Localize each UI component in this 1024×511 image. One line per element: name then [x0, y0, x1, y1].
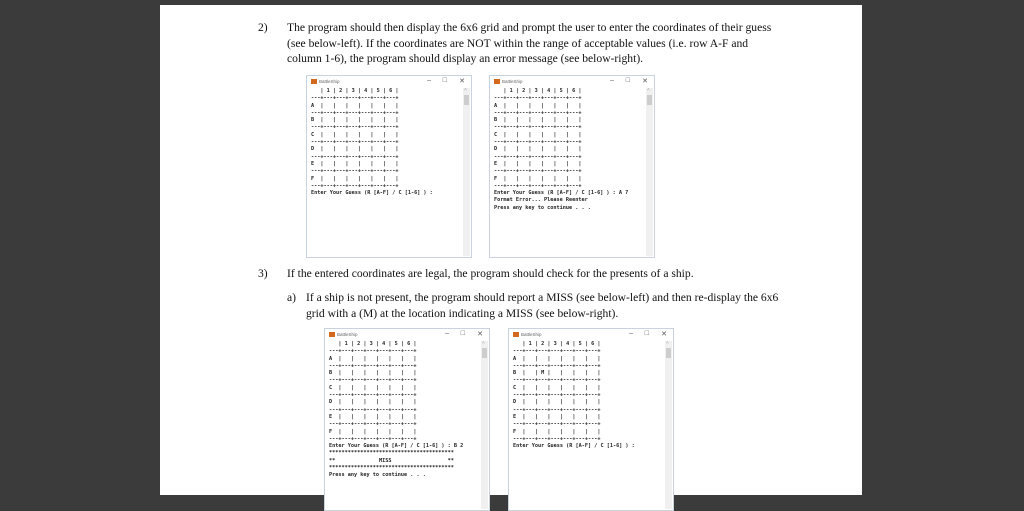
console-line: ---+---+---+---+---+---+---+ — [311, 153, 399, 160]
console-line: ---+---+---+---+---+---+---+ — [329, 392, 417, 399]
console-line: A | | | | | | | — [329, 355, 417, 362]
scrollbar[interactable] — [481, 341, 488, 509]
console-line: ---+---+---+---+---+---+---+ — [329, 362, 417, 369]
section-3a-label: a) — [287, 291, 297, 304]
console-line: ---+---+---+---+---+---+---+ — [494, 124, 582, 131]
scrollbar-thumb[interactable] — [647, 95, 652, 105]
console-line: C | | | | | | | — [311, 131, 399, 138]
console-line: B | | | | | | | — [494, 117, 582, 124]
title-bar — [509, 329, 673, 340]
close-button[interactable]: ✕ — [642, 78, 648, 85]
console-line: ---+---+---+---+---+---+---+ — [513, 421, 601, 428]
console-line: ---+---+---+---+---+---+---+ — [329, 406, 417, 413]
title-bar — [490, 76, 654, 87]
console-line: ---+---+---+---+---+---+---+ — [513, 377, 601, 384]
console-line: A | | | | | | | — [311, 102, 399, 109]
console-line: ---+---+---+---+---+---+---+ — [494, 153, 582, 160]
window-title: BattleShip — [521, 332, 542, 337]
console-line: ---+---+---+---+---+---+---+ — [494, 182, 582, 189]
maximize-button[interactable]: □ — [625, 77, 630, 84]
console-line: F | | | | | | | — [513, 428, 601, 435]
section-3a-text — [306, 290, 778, 321]
console-line: ---+---+---+---+---+---+---+ — [329, 435, 417, 442]
console-line: ---+---+---+---+---+---+---+ — [494, 139, 582, 146]
scrollbar-thumb[interactable] — [666, 348, 671, 358]
console-window-prompt — [306, 75, 472, 258]
text-line: grid with a (M) at the location indicating a MISS (see below-right). — [306, 306, 619, 320]
console-line: | 1 | 2 | 3 | 4 | 5 | 6 | — [494, 88, 582, 94]
minimize-button[interactable]: – — [445, 330, 449, 337]
console-line: ---+---+---+---+---+---+---+ — [494, 168, 582, 175]
text-line: column 1-6), the program should display an error message (see below-right). — [287, 52, 644, 65]
maximize-button[interactable]: □ — [644, 330, 649, 337]
app-icon — [329, 332, 335, 337]
console-line: F | | | | | | | — [329, 428, 417, 435]
console-line: ---+---+---+---+---+---+---+ — [311, 168, 399, 175]
minimize-button[interactable]: – — [629, 330, 633, 337]
app-icon — [513, 332, 519, 337]
title-bar — [307, 76, 471, 87]
console-line: Enter Your Guess (R [A-F] / C [1-6] ) : A 7 — [494, 190, 629, 197]
section-2-text — [287, 20, 771, 67]
console-line: A | | | | | | | — [494, 102, 582, 109]
console-output — [494, 88, 644, 212]
console-line: ---+---+---+---+---+---+---+ — [311, 139, 399, 146]
console-line: | 1 | 2 | 3 | 4 | 5 | 6 | — [513, 341, 601, 347]
section-2-number: 2) — [258, 21, 268, 34]
console-line: D | | | | | | | — [494, 146, 582, 153]
console-line: ---+---+---+---+---+---+---+ — [513, 435, 601, 442]
console-line: D | | | | | | | — [311, 146, 399, 153]
console-line: B | | | | | | | — [329, 370, 417, 377]
console-line: C | | | | | | | — [329, 384, 417, 391]
console-line: ---+---+---+---+---+---+---+ — [311, 124, 399, 131]
console-output — [513, 341, 663, 450]
scrollbar[interactable] — [463, 88, 470, 256]
console-line: ---+---+---+---+---+---+---+ — [311, 95, 399, 102]
console-window-miss-grid — [508, 328, 674, 511]
console-line: **************************************** — [329, 450, 454, 457]
console-line: ---+---+---+---+---+---+---+ — [494, 95, 582, 102]
close-button[interactable]: ✕ — [477, 331, 483, 338]
console-line: Enter Your Guess (R [A-F] / C [1-6] ) : — [513, 443, 635, 450]
console-line: ---+---+---+---+---+---+---+ — [329, 348, 417, 355]
console-line: Press any key to continue . . . — [329, 472, 426, 479]
console-window-format-error — [489, 75, 655, 258]
console-output — [311, 88, 461, 197]
console-line: ---+---+---+---+---+---+---+ — [513, 406, 601, 413]
console-line: ---+---+---+---+---+---+---+ — [311, 182, 399, 189]
scroll-up-icon[interactable]: ˄ — [464, 88, 467, 93]
console-line: **************************************** — [329, 465, 454, 472]
text-line: If a ship is not present, the program should report a MISS (see below-left) and then re-display the 6x6 — [306, 291, 779, 304]
app-icon — [311, 79, 317, 84]
section-3-number: 3) — [258, 267, 268, 280]
console-line: Format Error... Please Reenter — [494, 197, 588, 204]
console-line: | 1 | 2 | 3 | 4 | 5 | 6 | — [311, 88, 399, 94]
minimize-button[interactable]: – — [427, 77, 431, 84]
console-line: E | | | | | | | — [494, 160, 582, 167]
console-line: F | | | | | | | — [494, 175, 582, 182]
text-line: The program should then display the 6x6 grid and prompt the user to enter the coordinates of their guess — [287, 21, 772, 34]
app-icon — [494, 79, 500, 84]
console-line: Enter Your Guess (R [A-F] / C [1-6] ) : B 2 — [329, 443, 464, 450]
console-line: ---+---+---+---+---+---+---+ — [329, 421, 417, 428]
console-line: ** MISS ** — [329, 457, 454, 464]
console-output — [329, 341, 479, 480]
scroll-up-icon[interactable]: ˄ — [647, 88, 650, 93]
console-window-miss-report — [324, 328, 490, 511]
console-line: C | | | | | | | — [513, 384, 601, 391]
console-line: B | | | | | | | — [311, 117, 399, 124]
console-line: ---+---+---+---+---+---+---+ — [494, 109, 582, 116]
maximize-button[interactable]: □ — [442, 77, 447, 84]
window-title: BattleShip — [337, 332, 358, 337]
console-line: ---+---+---+---+---+---+---+ — [329, 377, 417, 384]
console-line: ---+---+---+---+---+---+---+ — [513, 362, 601, 369]
minimize-button[interactable]: – — [610, 77, 614, 84]
console-line: Enter Your Guess (R [A-F] / C [1-6] ) : — [311, 190, 433, 197]
window-title: BattleShip — [319, 79, 340, 84]
console-line: E | | | | | | | — [329, 413, 417, 420]
console-line: D | | | | | | | — [329, 399, 417, 406]
text-line: (see below-left). If the coordinates are NOT within the range of acceptable values (i.e. row A-F and — [287, 36, 749, 50]
scroll-up-icon[interactable]: ˄ — [666, 341, 669, 346]
console-line: ---+---+---+---+---+---+---+ — [311, 109, 399, 116]
scrollbar[interactable] — [665, 341, 672, 509]
console-line: E | | | | | | | — [311, 160, 399, 167]
scroll-up-icon[interactable]: ˄ — [482, 341, 485, 346]
console-line: Press any key to continue . . . — [494, 204, 591, 211]
console-line: B | | M | | | | | — [513, 370, 601, 377]
scrollbar-thumb[interactable] — [464, 95, 469, 105]
close-button[interactable]: ✕ — [661, 331, 667, 338]
console-line: ---+---+---+---+---+---+---+ — [513, 392, 601, 399]
scrollbar[interactable] — [646, 88, 653, 256]
close-button[interactable]: ✕ — [459, 78, 465, 85]
console-line: | 1 | 2 | 3 | 4 | 5 | 6 | — [329, 341, 417, 347]
console-line: E | | | | | | | — [513, 413, 601, 420]
console-line: C | | | | | | | — [494, 131, 582, 138]
console-line: ---+---+---+---+---+---+---+ — [513, 348, 601, 355]
console-line: F | | | | | | | — [311, 175, 399, 182]
console-line: A | | | | | | | — [513, 355, 601, 362]
window-title: BattleShip — [502, 79, 523, 84]
scrollbar-thumb[interactable] — [482, 348, 487, 358]
section-3-text: If the entered coordinates are legal, the program should check for the presents of a ship. — [287, 267, 694, 280]
title-bar — [325, 329, 489, 340]
maximize-button[interactable]: □ — [460, 330, 465, 337]
console-line: D | | | | | | | — [513, 399, 601, 406]
